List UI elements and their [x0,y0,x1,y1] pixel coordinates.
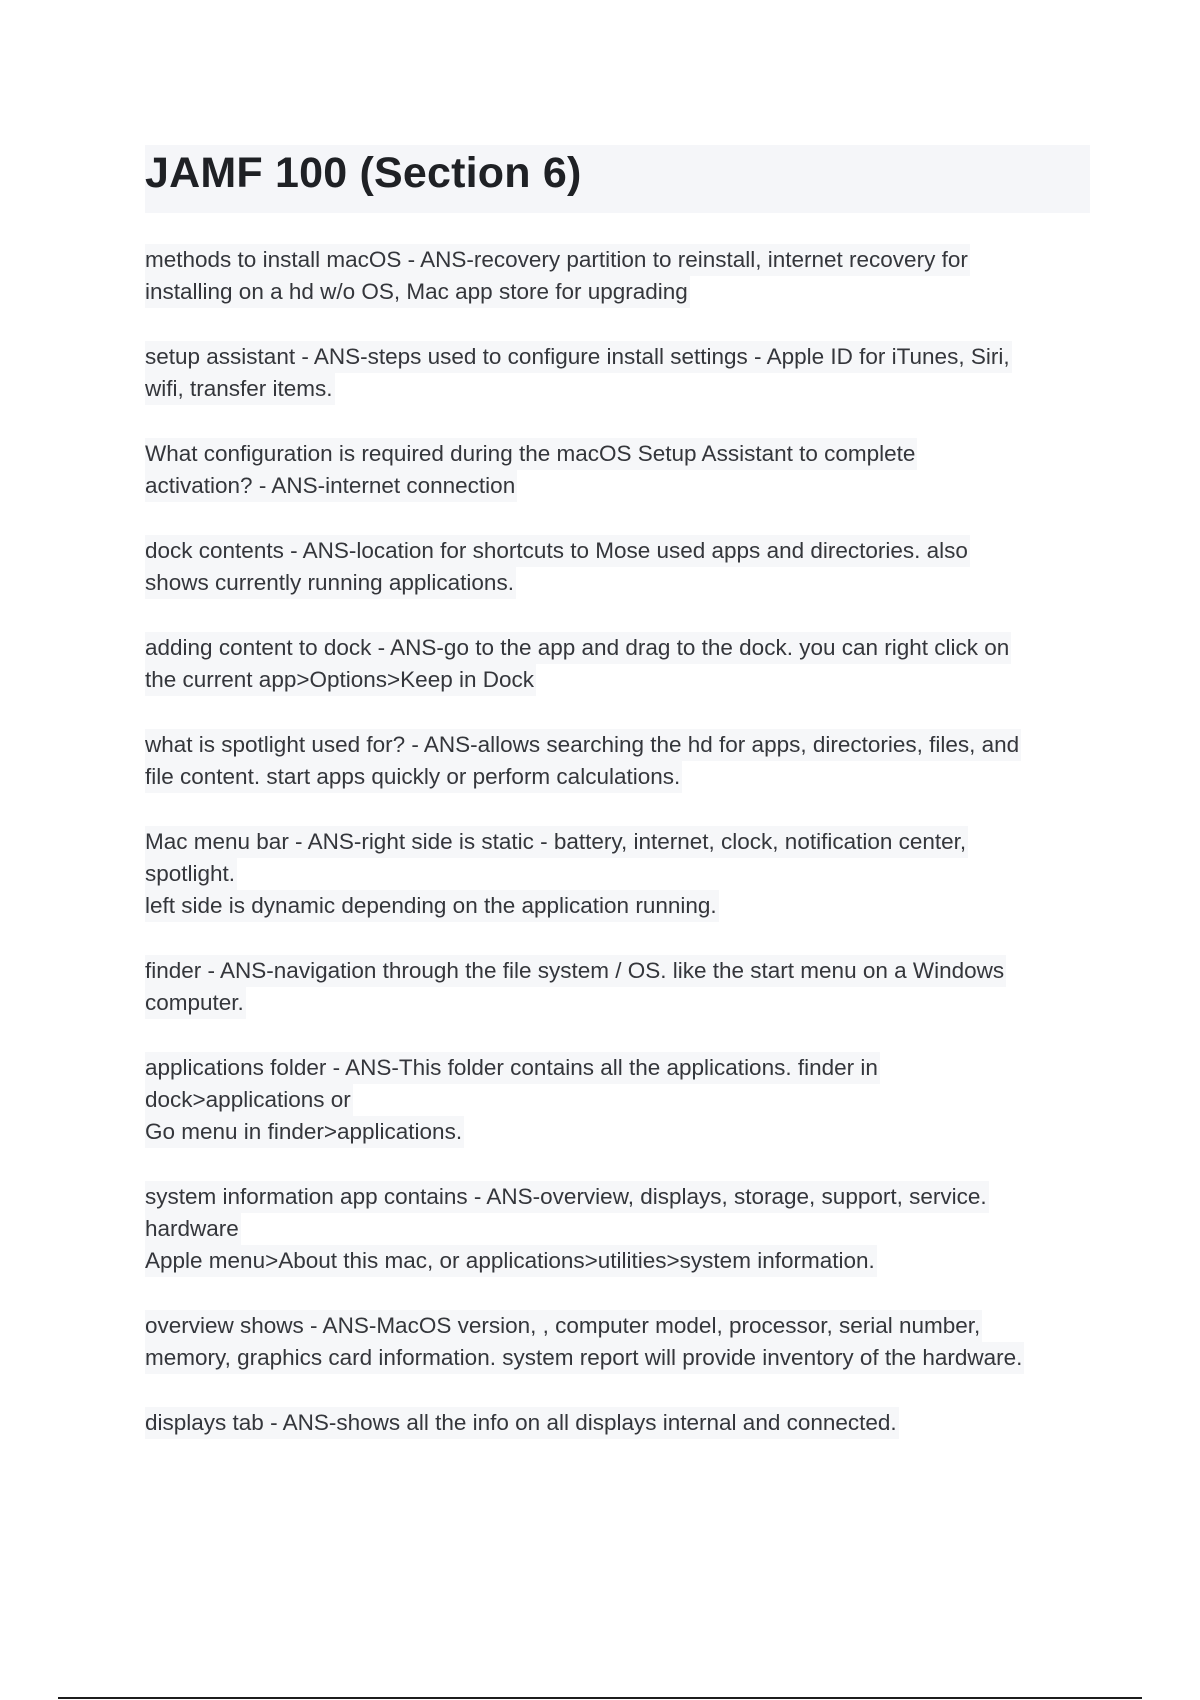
flashcard-entry [145,1181,1105,1277]
entry-line: Apple menu>About this mac, or applications>utilities>system information. [145,1245,877,1277]
flashcard-entry [145,955,1105,1019]
entry-line: spotlight. [145,858,237,890]
entry-line: dock>applications or [145,1084,353,1116]
entry-line: Mac menu bar - ANS-right side is static - battery, internet, clock, notification center, [145,826,968,858]
entry-line: wifi, transfer items. [145,373,335,405]
entry-line: left side is dynamic depending on the application running. [145,890,719,922]
entry-line: system information app contains - ANS-overview, displays, storage, support, service. [145,1181,989,1213]
entry-line: adding content to dock - ANS-go to the app and drag to the dock. you can right click on [145,632,1011,664]
footer-divider [58,1697,1142,1699]
flashcard-entry [145,632,1105,696]
flashcard-entry [145,826,1105,922]
entry-line: what is spotlight used for? - ANS-allows searching the hd for apps, directories, files, and [145,729,1021,761]
flashcard-entry [145,1052,1105,1148]
entry-line: dock contents - ANS-location for shortcuts to Mose used apps and directories. also [145,535,970,567]
entry-line: overview shows - ANS-MacOS version, , computer model, processor, serial number, [145,1310,982,1342]
flashcard-entry [145,535,1105,599]
entry-line: displays tab - ANS-shows all the info on all displays internal and connected. [145,1407,899,1439]
entry-line: hardware [145,1213,241,1245]
entry-line: setup assistant - ANS-steps used to configure install settings - Apple ID for iTunes, Siri, [145,341,1012,373]
entry-line: shows currently running applications. [145,567,516,599]
entry-line: methods to install macOS - ANS-recovery partition to reinstall, internet recovery for [145,244,970,276]
entry-line: installing on a hd w/o OS, Mac app store for upgrading [145,276,690,308]
entry-line: activation? - ANS-internet connection [145,470,517,502]
entry-line: Go menu in finder>applications. [145,1116,464,1148]
entry-line: applications folder - ANS-This folder contains all the applications. finder in [145,1052,880,1084]
entry-line: computer. [145,987,246,1019]
entry-line: finder - ANS-navigation through the file system / OS. like the start menu on a Windows [145,955,1006,987]
flashcard-entry [145,1407,1105,1439]
flashcard-entry [145,341,1105,405]
flashcard-entry [145,244,1105,308]
flashcard-list [145,244,1105,1472]
entry-line: What configuration is required during the macOS Setup Assistant to complete [145,438,917,470]
entry-line: memory, graphics card information. system report will provide inventory of the hardware. [145,1342,1024,1374]
flashcard-entry [145,1310,1105,1374]
flashcard-entry [145,729,1105,793]
entry-line: file content. start apps quickly or perform calculations. [145,761,682,793]
document-title: JAMF 100 (Section 6) [145,149,582,197]
entry-line: the current app>Options>Keep in Dock [145,664,536,696]
flashcard-entry [145,438,1105,502]
